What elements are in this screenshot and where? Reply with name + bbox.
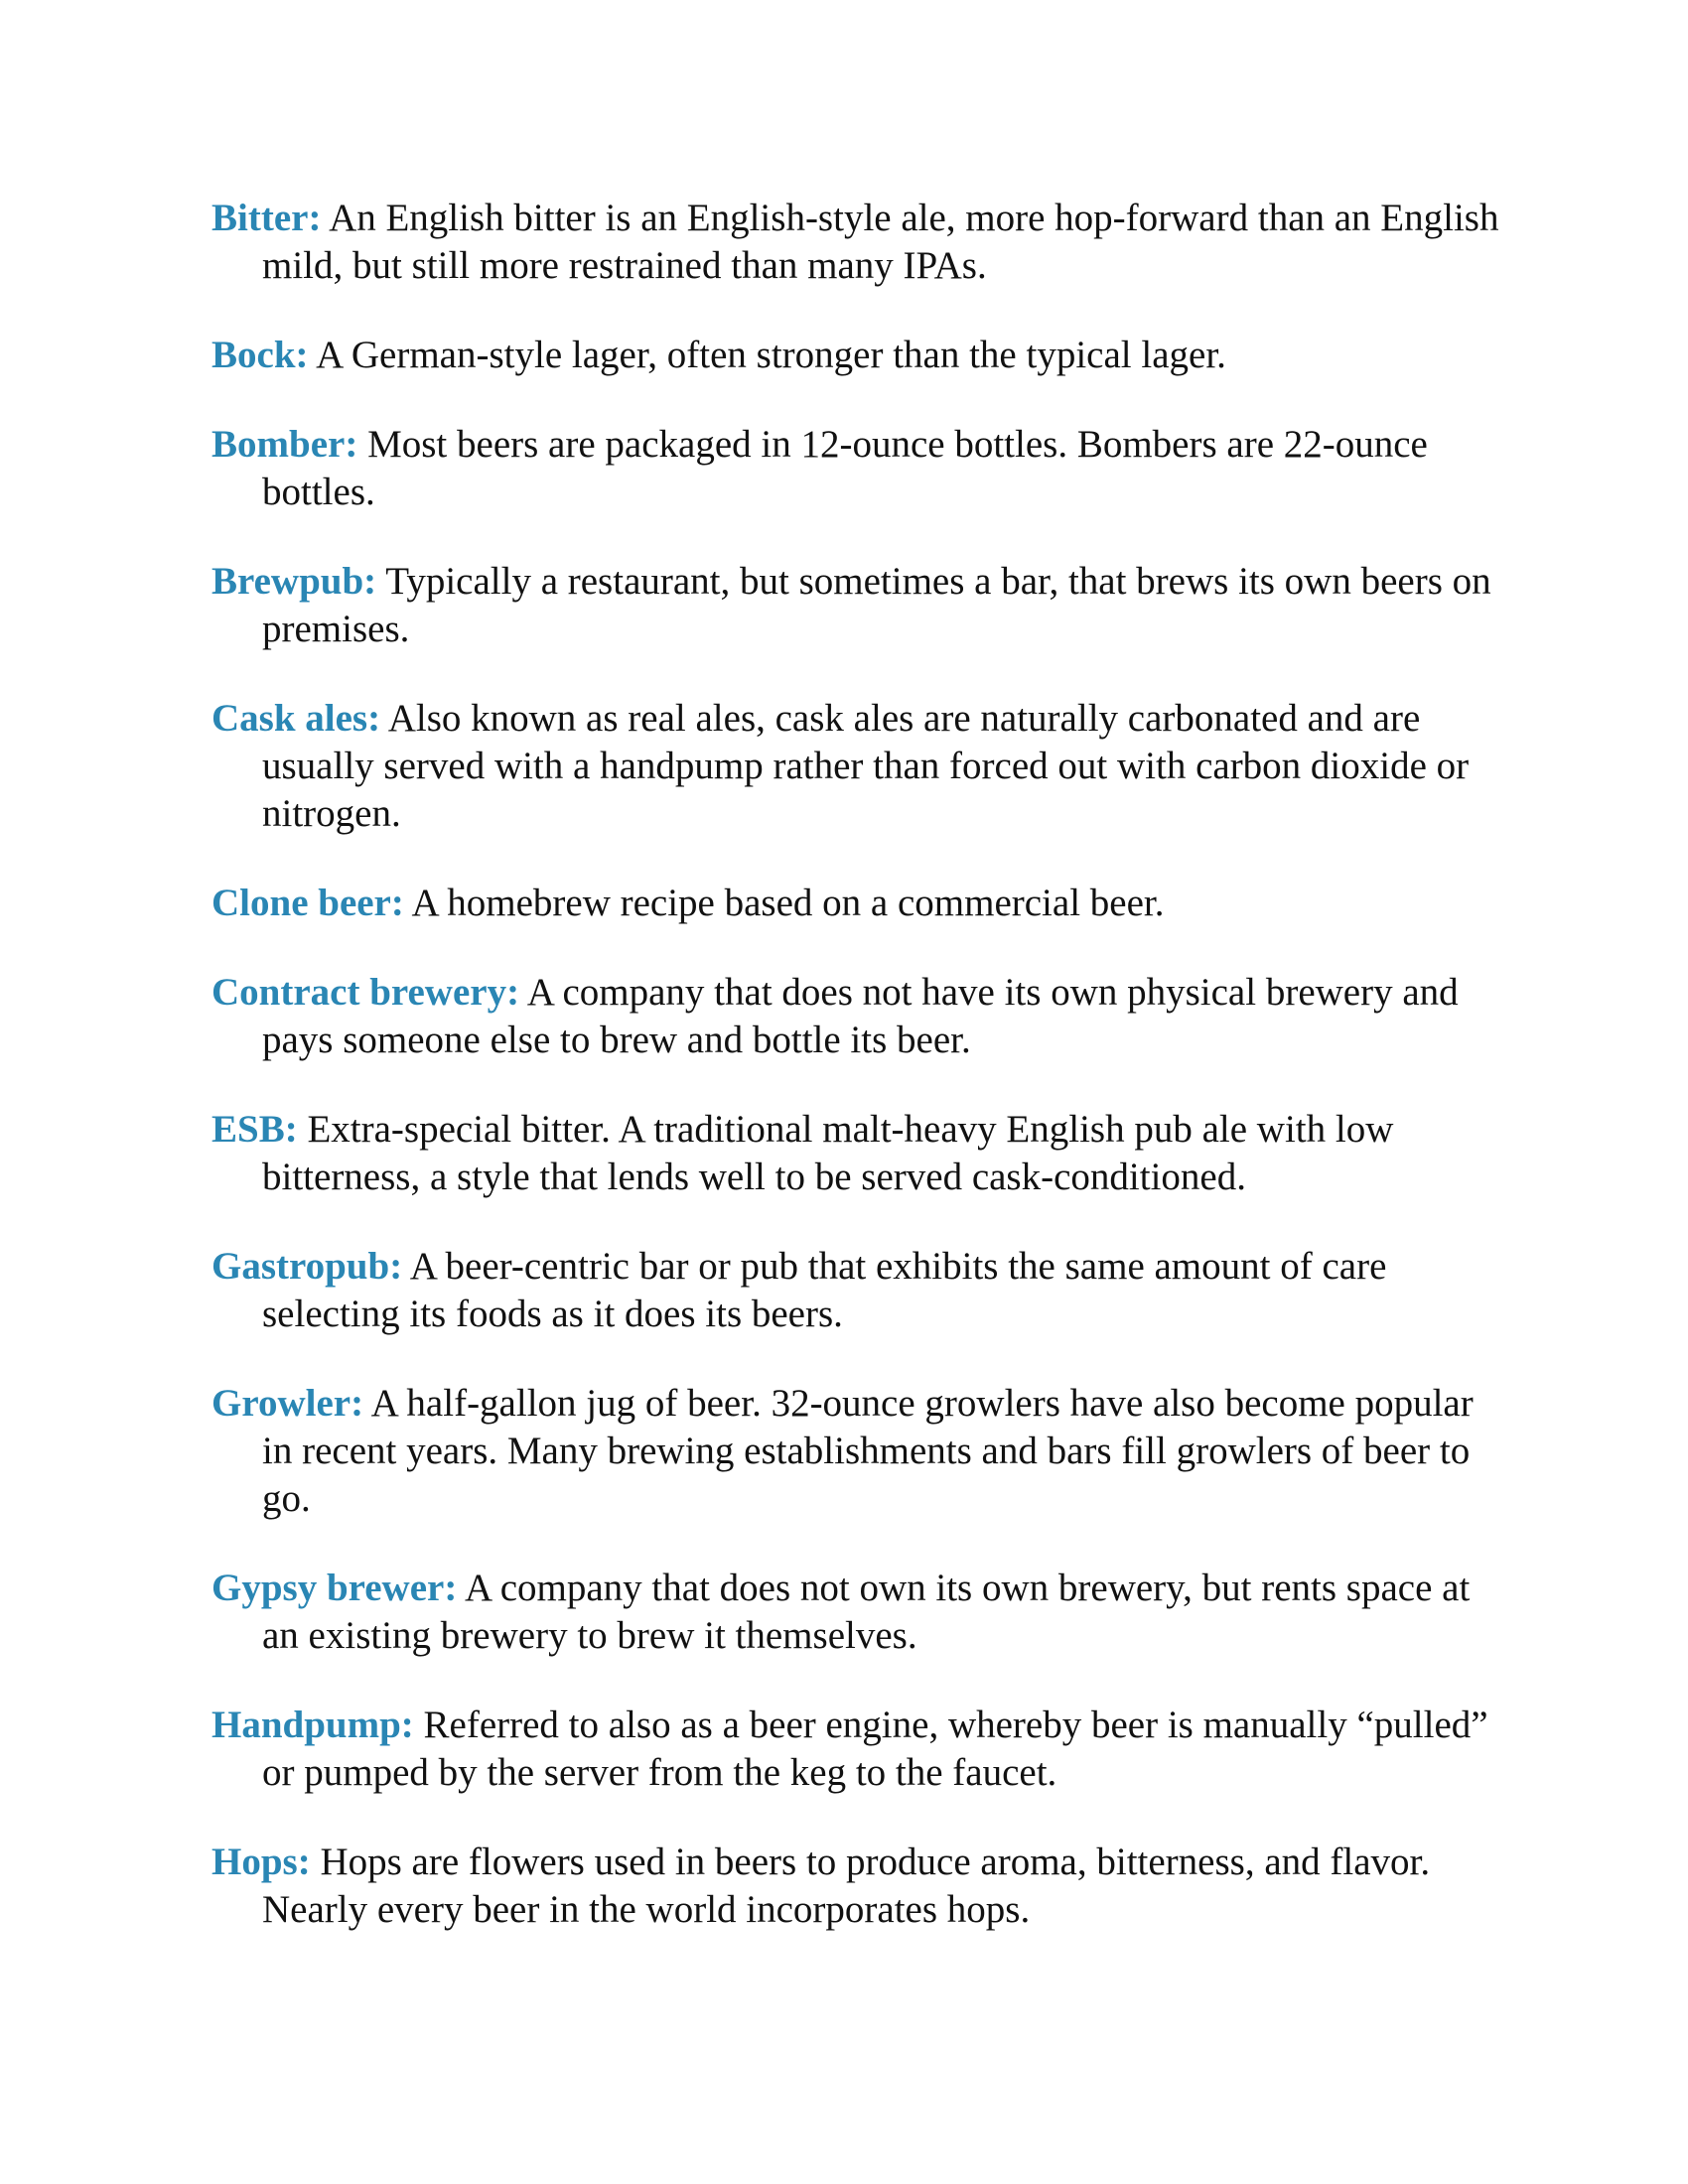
glossary-definition: Hops are flowers used in beers to produce aroma, bitterness, and flavor. Nearly every beer in the world incorporates hops. bbox=[262, 1841, 1431, 1931]
glossary-term: Hops bbox=[211, 1841, 298, 1883]
glossary-entry-clone-beer: Clone beer: A homebrew recipe based on a commercial beer. bbox=[211, 882, 1165, 924]
glossary-entry-gypsy-brewer: Gypsy brewer: A company that does not own its own brewery, but rents space at an existing brewery to brew it themselves. bbox=[211, 1567, 1471, 1657]
glossary-entry-esb: ESB: Extra-special bitter. A traditional malt-heavy English pub ale with low bitterness, a style that lends well to be served cask-conditioned. bbox=[211, 1108, 1394, 1198]
glossary-list bbox=[211, 195, 1502, 1976]
glossary-definition: A beer-centric bar or pub that exhibits the same amount of care selecting its foods as it does its beers. bbox=[262, 1245, 1387, 1335]
glossary-definition: A German-style lager, often stronger than the typical lager. bbox=[316, 334, 1226, 376]
glossary-definition: A company that does not have its own physical brewery and pays someone else to brew and bottle its beer. bbox=[262, 971, 1459, 1061]
glossary-definition: Most beers are packaged in 12-ounce bottles. Bombers are 22-ounce bottles. bbox=[262, 423, 1428, 513]
glossary-term: ESB bbox=[211, 1108, 285, 1151]
glossary-entry-gastropub: Gastropub: A beer-centric bar or pub that exhibits the same amount of care selecting its foods as it does its beers. bbox=[211, 1245, 1387, 1335]
glossary-definition: Referred to also as a beer engine, whereby beer is manually “pulled” or pumped by the server from the keg to the faucet. bbox=[262, 1704, 1488, 1794]
glossary-definition: Typically a restaurant, but sometimes a bar, that brews its own beers on premises. bbox=[262, 560, 1491, 650]
glossary-definition: Also known as real ales, cask ales are naturally carbonated and are usually served with a handpump rather than forced out with carbon dioxide or nitrogen. bbox=[262, 697, 1470, 835]
glossary-term: Cask ales bbox=[211, 697, 368, 740]
glossary-entry-bock: Bock: A German-style lager, often stronger than the typical lager. bbox=[211, 334, 1226, 376]
glossary-entry-growler: Growler: A half-gallon jug of beer. 32-ounce growlers have also become popular in recent years. Many brewing establishments and bars fill growlers of beer to go. bbox=[211, 1382, 1474, 1520]
glossary-definition: Extra-special bitter. A traditional malt-heavy English pub ale with low bitterness, a style that lends well to be served cask-conditioned. bbox=[262, 1108, 1394, 1198]
glossary-term: Bock bbox=[211, 334, 296, 376]
glossary-definition: A half-gallon jug of beer. 32-ounce growlers have also become popular in recent years. Many brewing establishments and bars fill growlers of beer to go. bbox=[262, 1382, 1474, 1520]
glossary-term: Gastropub bbox=[211, 1245, 390, 1288]
glossary-term: Growler bbox=[211, 1382, 352, 1425]
glossary-entry-cask-ales: Cask ales: Also known as real ales, cask ales are naturally carbonated and are usually served with a handpump rather than forced out with carbon dioxide or nitrogen. bbox=[211, 697, 1470, 835]
glossary-term: Clone beer bbox=[211, 882, 391, 924]
glossary-entry-hops: Hops: Hops are flowers used in beers to produce aroma, bitterness, and flavor. Nearly every beer in the world incorporates hops. bbox=[211, 1841, 1431, 1931]
glossary-entry-brewpub: Brewpub: Typically a restaurant, but sometimes a bar, that brews its own beers on premises. bbox=[211, 560, 1491, 650]
glossary-entry-handpump: Handpump: Referred to also as a beer engine, whereby beer is manually “pulled” or pumped by the server from the keg to the faucet. bbox=[211, 1704, 1488, 1794]
glossary-term: Bitter bbox=[211, 197, 309, 239]
glossary-entry-bitter: Bitter: An English bitter is an English-style ale, more hop-forward than an English mild, but still more restrained than many IPAs. bbox=[211, 197, 1499, 287]
glossary-term: Gypsy brewer bbox=[211, 1567, 445, 1609]
glossary-entry-contract-brewery: Contract brewery: A company that does not have its own physical brewery and pays someone else to brew and bottle its beer. bbox=[211, 971, 1459, 1061]
glossary-term: Contract brewery bbox=[211, 971, 507, 1014]
glossary-entry-bomber: Bomber: Most beers are packaged in 12-ounce bottles. Bombers are 22-ounce bottles. bbox=[211, 423, 1428, 513]
glossary-term: Brewpub bbox=[211, 560, 364, 603]
glossary-term: Bomber bbox=[211, 423, 346, 466]
glossary-term: Handpump bbox=[211, 1704, 401, 1746]
glossary-definition: A homebrew recipe based on a commercial beer. bbox=[411, 882, 1165, 924]
glossary-definition: An English bitter is an English-style ale, more hop-forward than an English mild, but still more restrained than many IPAs. bbox=[262, 197, 1499, 287]
glossary-definition: A company that does not own its own brewery, but rents space at an existing brewery to brew it themselves. bbox=[262, 1567, 1471, 1657]
